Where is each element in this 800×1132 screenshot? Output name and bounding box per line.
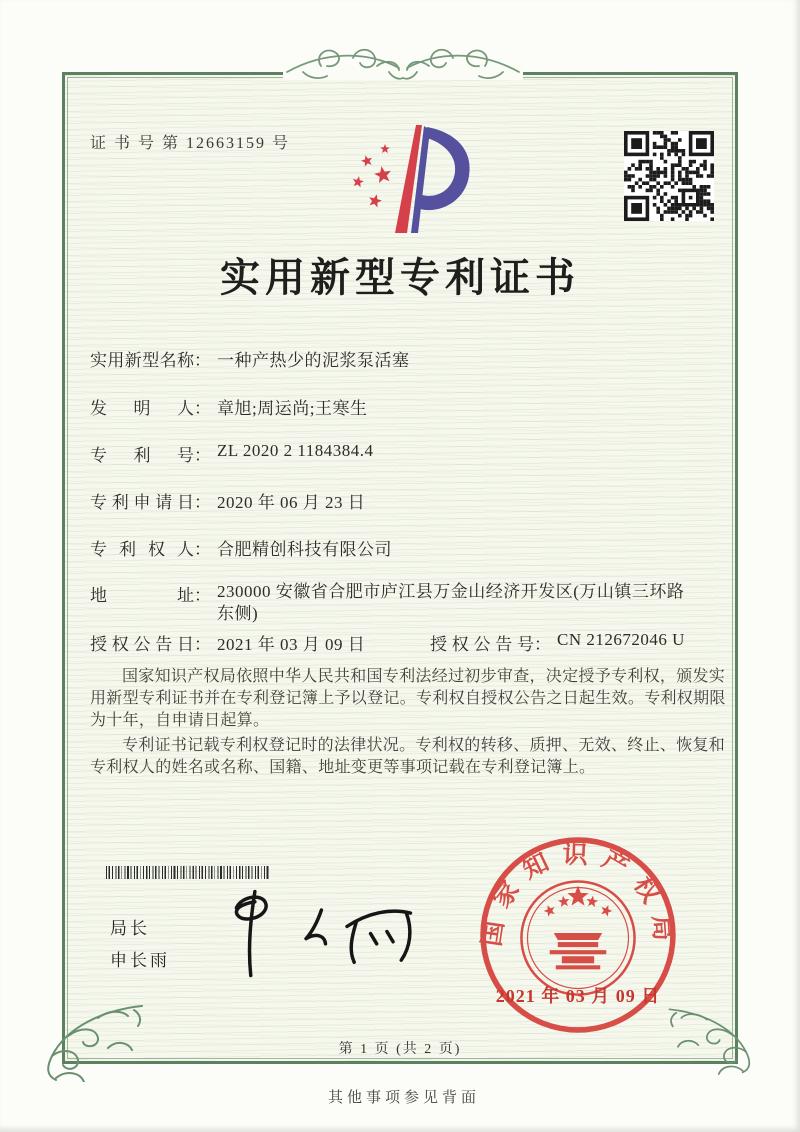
field-colon: ： bbox=[194, 493, 211, 512]
field-row-patent-no bbox=[90, 441, 750, 466]
seal-national-emblem bbox=[521, 881, 634, 994]
field-value-patentee: 合肥精创科技有限公司 bbox=[217, 540, 392, 559]
legal-paragraph-2: 专利证书记载专利权登记时的法律状况。专利权的转移、质押、无效、终止、恢复和专利权人的姓名或名称、国籍、地址变更等事项记载在专利登记簿上。 bbox=[90, 737, 726, 776]
field-label: 授权公告号 bbox=[430, 635, 534, 654]
seal-text: 国家知识产权局 bbox=[477, 840, 678, 954]
signer-name: 申长雨 bbox=[110, 951, 170, 970]
director-signature bbox=[218, 878, 433, 983]
qr-code bbox=[624, 131, 714, 221]
field-label: 发明人 bbox=[90, 399, 194, 418]
field-value-patent-no: ZL 2020 2 1184384.4 bbox=[217, 441, 374, 460]
back-side-note: 其他事项参见背面 bbox=[327, 1090, 480, 1106]
field-colon: ： bbox=[534, 635, 551, 654]
field-label: 地址 bbox=[90, 586, 194, 605]
field-colon: ： bbox=[194, 399, 211, 418]
field-label: 实用新型名称 bbox=[90, 351, 194, 370]
logo-stars bbox=[353, 144, 391, 208]
field-colon: ： bbox=[194, 351, 211, 370]
seal-date: 2021 年 03 月 09 日 bbox=[495, 986, 661, 1006]
field-row-inventor bbox=[90, 394, 750, 419]
field-row-type-name bbox=[90, 346, 750, 371]
field-value-grant-no: CN 212672046 U bbox=[557, 630, 685, 649]
field-colon: ： bbox=[194, 586, 211, 605]
signer-title: 局长 bbox=[110, 919, 150, 938]
page-number: 第 1 页 (共 2 页) bbox=[338, 1042, 462, 1057]
field-label: 专利号 bbox=[90, 446, 194, 465]
field-colon: ： bbox=[194, 635, 211, 654]
field-row-filing-date bbox=[90, 488, 750, 513]
field-label: 专利权人 bbox=[90, 540, 194, 559]
field-label: 专利申请日 bbox=[90, 493, 194, 512]
field-label: 授权公告日 bbox=[90, 635, 194, 654]
field-colon: ： bbox=[194, 540, 211, 559]
cnipa-logo bbox=[333, 119, 473, 237]
legal-paragraph-1: 国家知识产权局依照中华人民共和国专利法经过初步审查，决定授予专利权，颁发实用新型专利证书并在专利登记簿上予以登记。专利权自授权公告之日起生效。专利权期限为十年，自申请日起算。 bbox=[90, 668, 726, 729]
field-value-type-name: 一种产热少的泥浆泵活塞 bbox=[217, 351, 410, 370]
field-row-grant bbox=[90, 630, 750, 655]
field-colon: ： bbox=[194, 446, 211, 465]
field-value-address: 230000 安徽省合肥市庐江县万金山经济开发区(万山镇三环路东侧) bbox=[217, 582, 685, 623]
legal-text-block bbox=[90, 666, 732, 782]
field-value-grant-date: 2021 年 03 月 09 日 bbox=[217, 635, 366, 654]
field-row-patentee bbox=[90, 535, 750, 560]
field-value-inventor: 章旭;周运尚;王寒生 bbox=[217, 399, 368, 418]
certificate-title: 实用新型专利证书 bbox=[220, 255, 580, 300]
field-pair-grant-no bbox=[430, 630, 685, 655]
certificate-number: 证 书 号 第 12663159 号 bbox=[90, 135, 291, 152]
field-row-address bbox=[90, 581, 750, 625]
top-flourish-ornament bbox=[281, 36, 525, 102]
field-value-filing-date: 2020 年 06 月 23 日 bbox=[217, 493, 366, 512]
